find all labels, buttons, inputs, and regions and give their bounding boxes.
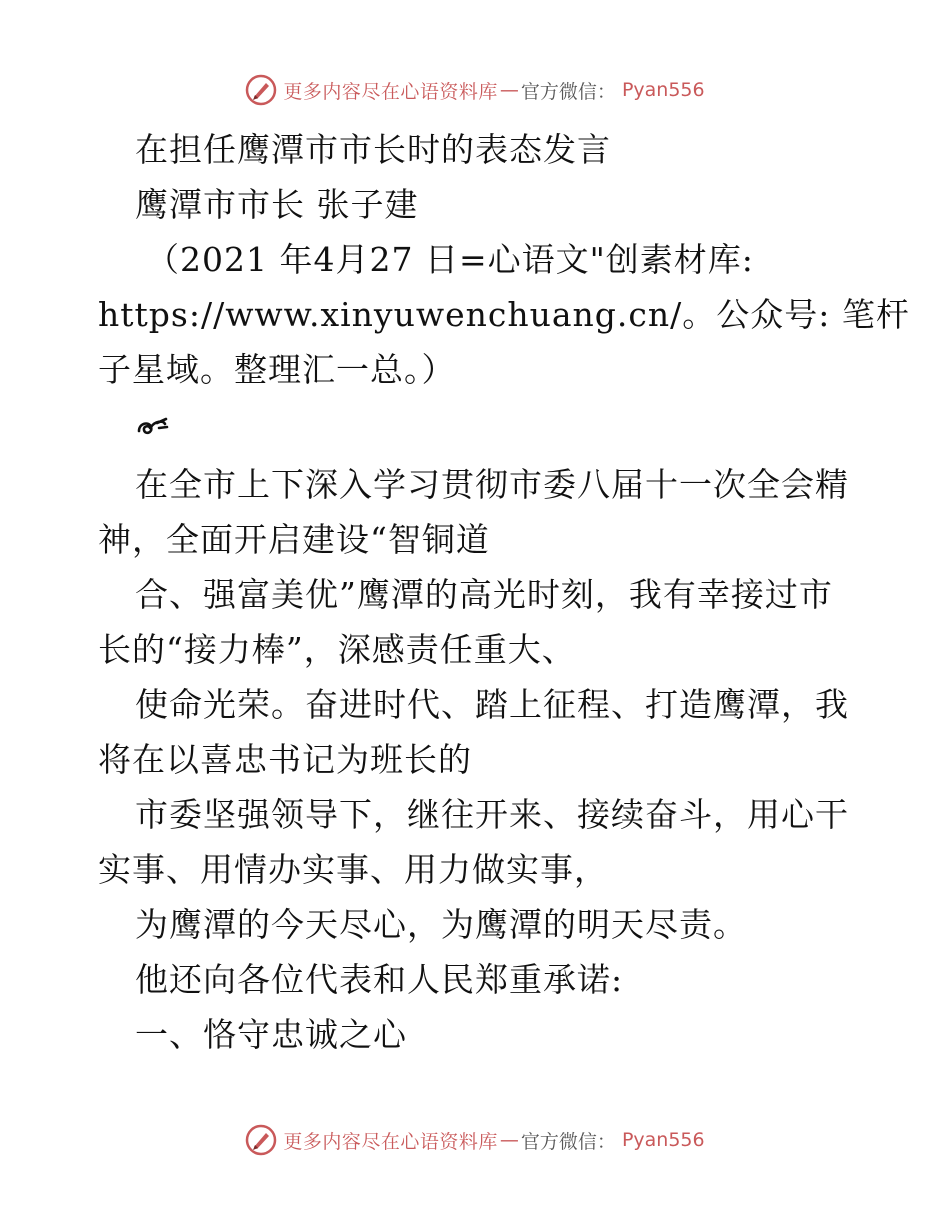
document-body — [98, 122, 910, 1062]
body-line-2: 神，全面开启建设“智铜道 — [98, 520, 490, 559]
body-line-3: 合、强富美优”鹰潭的高光时刻，我有幸接过市 — [135, 575, 833, 614]
banner-separator: — — [499, 1129, 519, 1151]
footer-banner — [0, 1120, 950, 1160]
body-line-11: 一、恪守忠诚之心 — [135, 1015, 407, 1054]
banner-wechat-label: 官方微信： — [520, 1130, 616, 1153]
pen-logo-icon — [245, 1124, 277, 1156]
body-line-5: 使命光荣。奋进时代、踏上征程、打造鹰潭，我 — [135, 685, 849, 724]
scroll-flourish-icon — [135, 415, 169, 439]
banner-text: 更多内容尽在心语资料库 — [283, 1130, 498, 1153]
document-author: 鹰潭市市长 张子建 — [135, 185, 419, 224]
body-line-1: 在全市上下深入学习贯彻市委八届十一次全会精 — [135, 465, 849, 504]
header-banner — [0, 70, 950, 110]
body-line-8: 实事、用情办实事、用力做实事， — [98, 850, 608, 889]
body-line-6: 将在以喜忠书记为班长的 — [98, 740, 472, 779]
ornament-row — [98, 397, 858, 457]
banner-wechat-id: Pyan556 — [621, 79, 705, 101]
body-line-10: 他还向各位代表和人民郑重承诺: — [135, 960, 624, 999]
banner-separator: — — [499, 79, 519, 101]
source-line-2: https://www.xinyuwenchuang.cn/。公众号: 笔杆 — [98, 295, 910, 334]
banner-text: 更多内容尽在心语资料库 — [283, 80, 498, 103]
body-line-9: 为鹰潭的今天尽心，为鹰潭的明天尽责。 — [135, 905, 747, 944]
banner-wechat-id: Pyan556 — [621, 1129, 705, 1151]
source-line-1: （2021 年4月27 日=心语文"创素材库: — [146, 240, 754, 279]
banner-wechat-label: 官方微信： — [520, 80, 616, 103]
document-title: 在担任鹰潭市市长时的表态发言 — [135, 130, 611, 169]
body-line-4: 长的“接力棒”，深感责任重大、 — [98, 630, 576, 669]
source-line-3: 子星域。整理汇一总。） — [98, 350, 456, 389]
body-line-7: 市委坚强领导下，继往开来、接续奋斗，用心干 — [135, 795, 849, 834]
pen-logo-icon — [245, 74, 277, 106]
